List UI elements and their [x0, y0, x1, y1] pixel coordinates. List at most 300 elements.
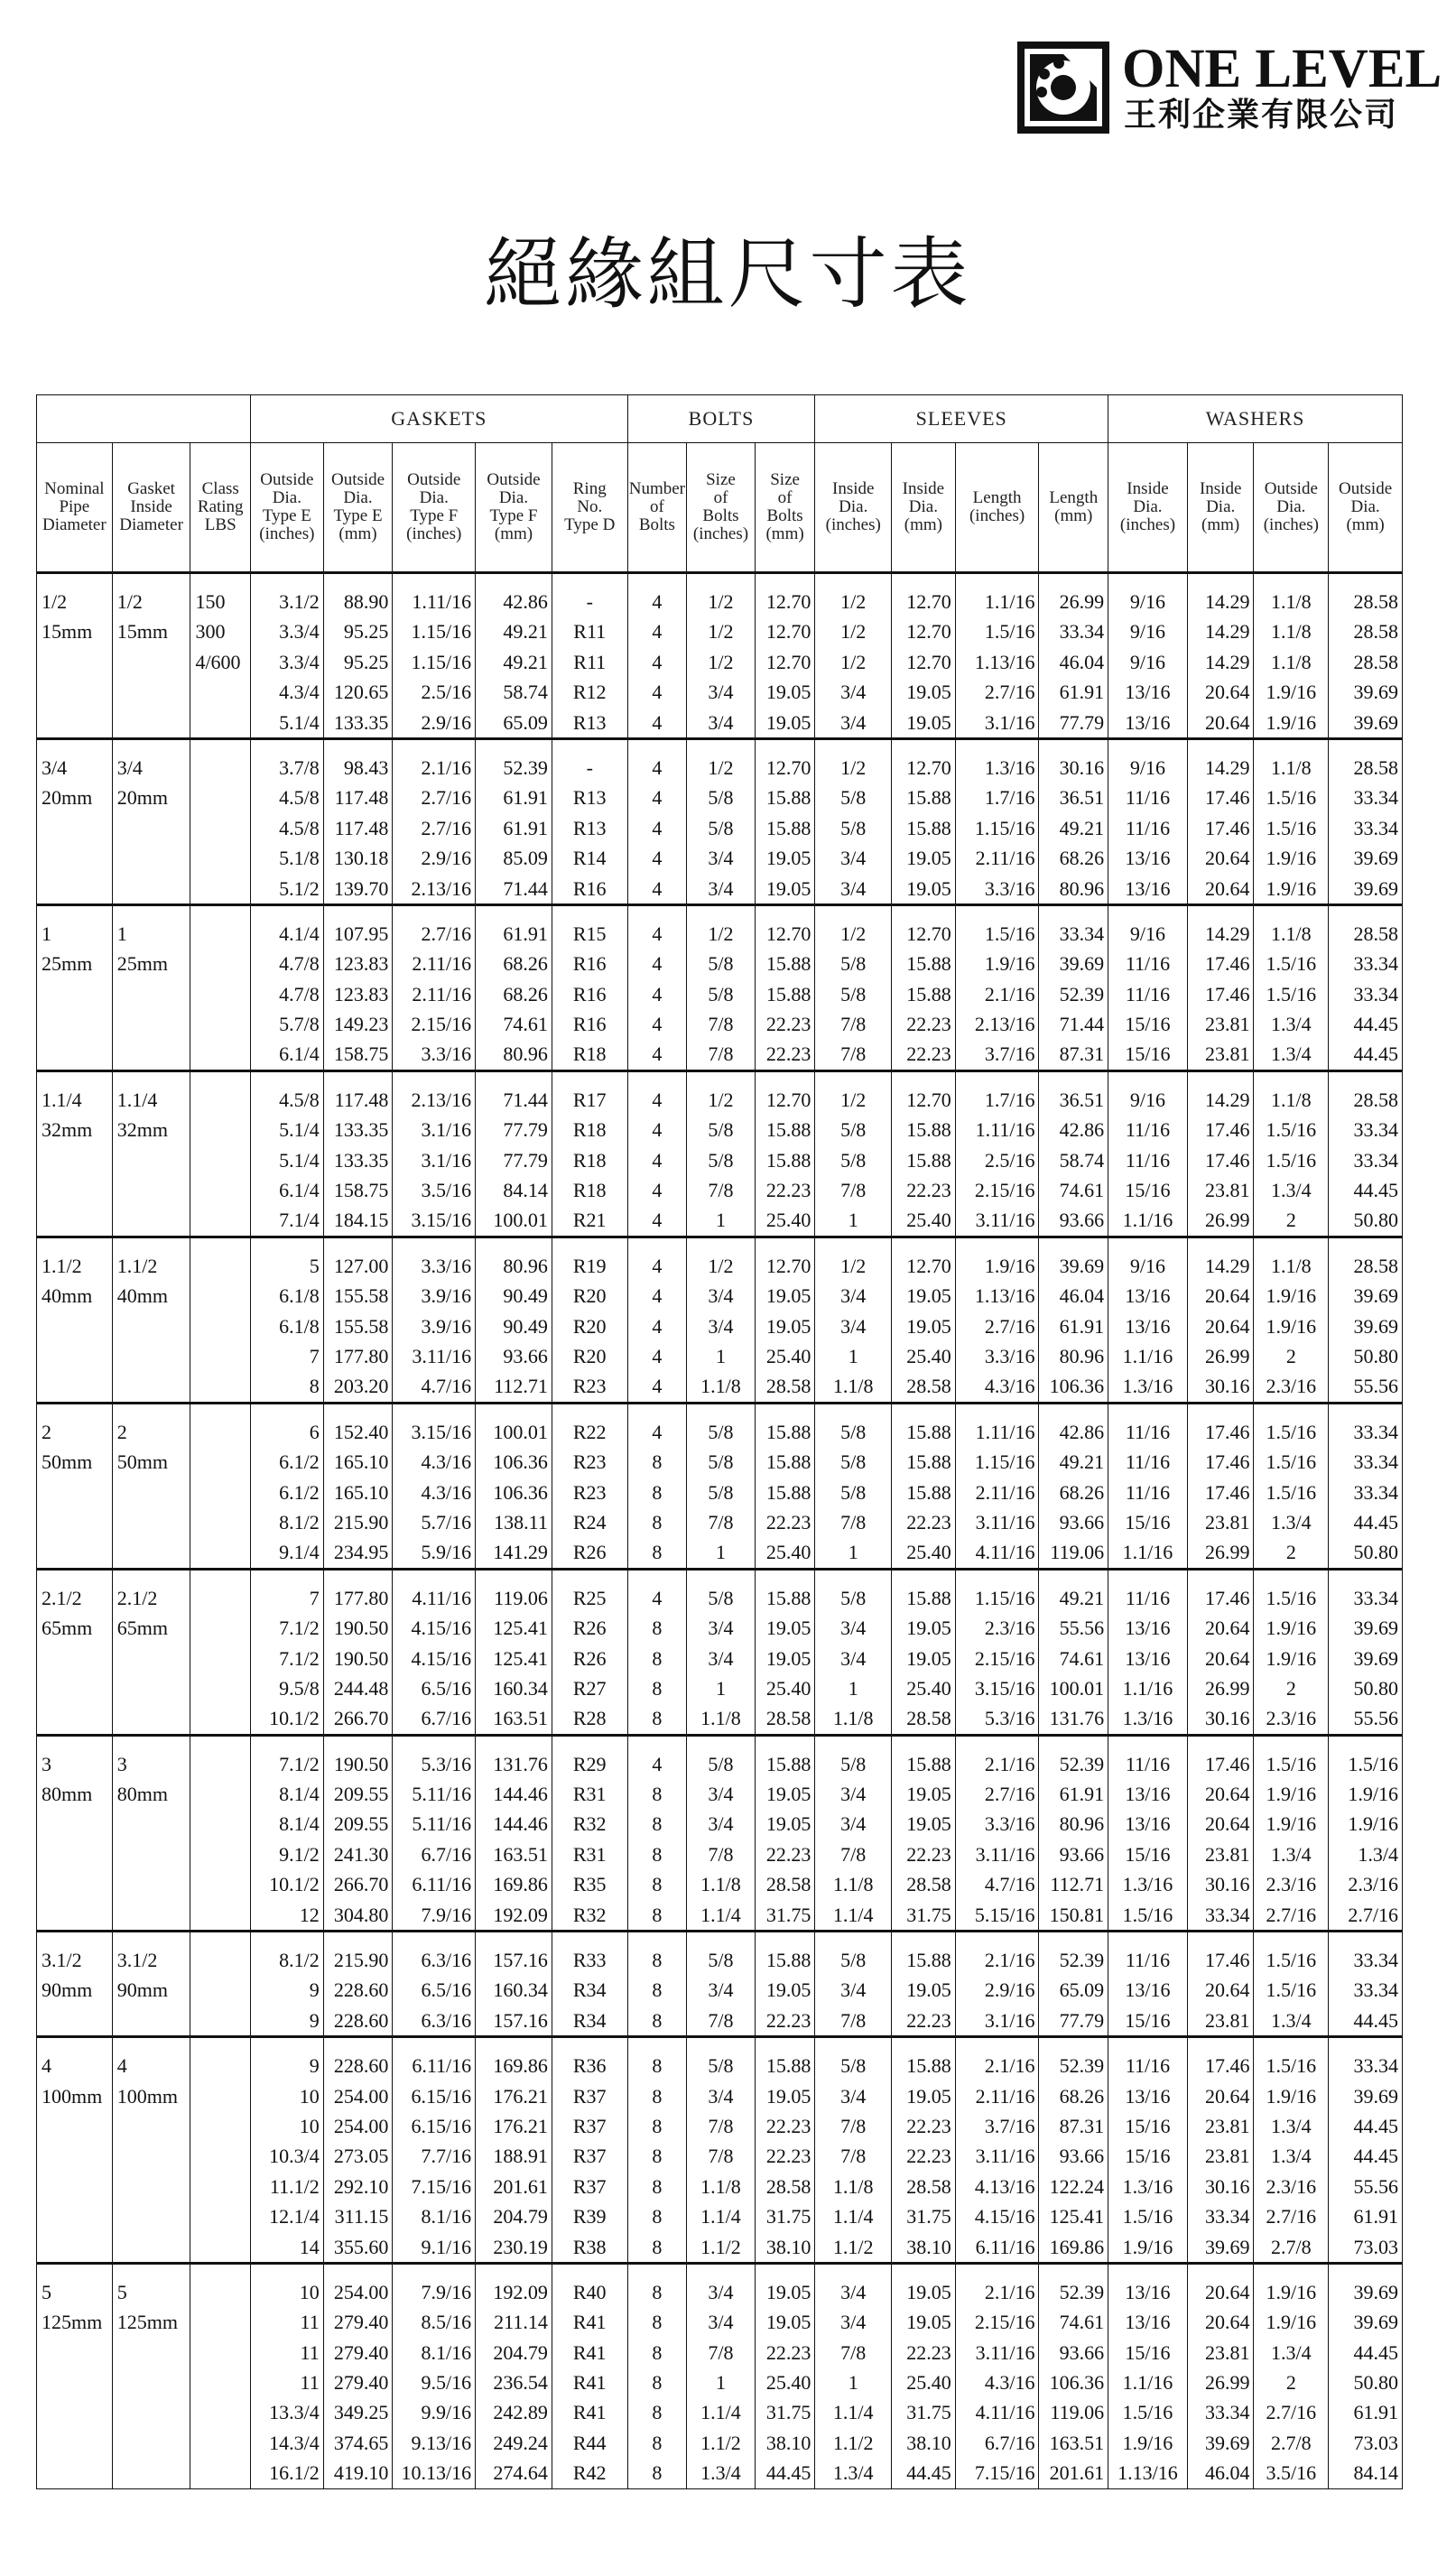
- cell-value: R18: [572, 1148, 607, 1172]
- cell-value: 20.64: [1204, 1314, 1250, 1338]
- cell-value: 8: [652, 1873, 663, 1896]
- cell-value: 1/2: [708, 620, 734, 644]
- cell-value: 49.21: [503, 620, 548, 644]
- cell-value: 9.9/16: [421, 2401, 472, 2424]
- data-column-cell: [1329, 2037, 1403, 2264]
- cell-value: R31: [572, 1842, 607, 1866]
- data-column-cell: [393, 1735, 476, 1931]
- cell-value: 25.40: [765, 1344, 811, 1367]
- data-column-cell: [1329, 904, 1403, 1070]
- cell-value: 39.69: [1353, 2311, 1398, 2334]
- cell-value: 93.66: [1059, 1842, 1105, 1866]
- cell-value: 50mm: [42, 1450, 93, 1474]
- cell-value: 61.91: [1353, 2401, 1398, 2424]
- data-column-cell: [687, 1569, 756, 1735]
- cell-value: 1.13/16: [974, 650, 1035, 673]
- cell-value: 19.05: [906, 2280, 951, 2303]
- cell-value: 4: [652, 755, 663, 779]
- cell-value: 112.71: [494, 1375, 548, 1398]
- cell-value: 61.91: [1059, 1783, 1105, 1806]
- cell-value: 1.1/16: [984, 590, 1035, 613]
- cell-value: 10.13/16: [401, 2461, 472, 2485]
- cell-value: 155.58: [333, 1284, 389, 1308]
- cell-value: 209.55: [333, 1783, 389, 1806]
- cell-value: 26.99: [1204, 1541, 1250, 1564]
- cell-value: 3.5/16: [1266, 2461, 1317, 2485]
- cell-value: 1.9/16: [1266, 2311, 1317, 2334]
- column-header-text: Size: [770, 470, 800, 489]
- data-column-cell: [955, 1403, 1039, 1569]
- column-header: [1187, 443, 1254, 573]
- cell-value: 2.11/16: [975, 847, 1035, 870]
- cell-value: 15.88: [906, 1450, 951, 1474]
- cell-value: 19.05: [765, 1646, 811, 1670]
- cell-value: 254.00: [333, 2114, 389, 2137]
- cell-value: 93.66: [1059, 2145, 1105, 2168]
- cell-value: 4: [652, 786, 663, 810]
- cell-value: 17.46: [1204, 1752, 1250, 1775]
- data-column-cell: [755, 573, 815, 739]
- column-header-text: Type E: [262, 506, 311, 525]
- group-header-bolts: BOLTS: [627, 395, 815, 443]
- cell-value: 4.3/16: [421, 1450, 472, 1474]
- cell-value: 1.5/16: [1266, 816, 1317, 839]
- table-row-group: [37, 1735, 1403, 1931]
- data-column-cell: [1254, 1735, 1329, 1931]
- cell-value: 3/4: [708, 876, 734, 900]
- cell-value: 3.11/16: [975, 1842, 1035, 1866]
- data-column-cell: [892, 1237, 956, 1403]
- cell-value: 42.86: [1059, 1118, 1105, 1142]
- cell-value: 9/16: [1129, 620, 1166, 644]
- data-column-cell: [323, 1070, 393, 1237]
- cell-value: 32mm: [116, 1118, 168, 1142]
- cell-value: 15.88: [906, 1118, 951, 1142]
- data-column-cell: [1254, 1932, 1329, 2037]
- cell-value: 19.05: [906, 710, 951, 734]
- cell-value: 119.06: [1050, 2401, 1105, 2424]
- cell-value: 1.1/8: [700, 2174, 741, 2198]
- cell-value: 2.7/8: [1271, 2431, 1312, 2454]
- cell-value: 15.88: [765, 1420, 811, 1443]
- data-column-cell: [892, 904, 956, 1070]
- gasket-inside-diameter-cell: [112, 1569, 190, 1735]
- cell-value: 39.69: [1353, 710, 1398, 734]
- cell-value: 52.39: [503, 755, 548, 779]
- gasket-inside-diameter-cell: [112, 1403, 190, 1569]
- data-column-cell: [476, 1735, 552, 1931]
- cell-value: R37: [572, 2145, 607, 2168]
- column-header-text: Dia.: [839, 497, 868, 516]
- cell-value: 8: [652, 2340, 663, 2364]
- data-column-cell: [627, 2263, 687, 2488]
- cell-value: 12.70: [906, 1254, 951, 1277]
- cell-value: 22.23: [906, 1510, 951, 1534]
- cell-value: 8: [652, 1646, 663, 1670]
- cell-value: 1.3/16: [1122, 1707, 1173, 1730]
- data-column-cell: [1254, 1070, 1329, 1237]
- cell-value: 20mm: [42, 786, 93, 810]
- cell-value: 15.88: [765, 1752, 811, 1775]
- cell-value: 1.9/16: [1266, 681, 1317, 704]
- cell-value: 7/8: [840, 1179, 867, 1202]
- cell-value: 273.05: [333, 2145, 389, 2168]
- cell-value: 61.91: [1059, 681, 1105, 704]
- data-column-cell: [1039, 1070, 1108, 1237]
- cell-value: R26: [572, 1617, 607, 1640]
- data-column-cell: [687, 573, 756, 739]
- cell-value: 5: [116, 2280, 127, 2303]
- cell-value: 31.75: [765, 2401, 811, 2424]
- company-name-zh: 王利企業有限公司: [1124, 97, 1399, 134]
- cell-value: 1.1/4: [700, 2205, 741, 2229]
- cell-value: 14.29: [1204, 1088, 1250, 1111]
- cell-value: 28.58: [1353, 755, 1398, 779]
- cell-value: 39.69: [1353, 1314, 1398, 1338]
- cell-value: 7/8: [840, 2114, 867, 2137]
- cell-value: 1/2: [116, 590, 143, 613]
- cell-value: 100.01: [493, 1209, 548, 1232]
- cell-value: 22.23: [906, 1842, 951, 1866]
- cell-value: 20.64: [1204, 1978, 1250, 2002]
- cell-value: R19: [572, 1254, 607, 1277]
- column-header-text: Diameter: [119, 515, 183, 534]
- cell-value: 2.7/16: [984, 1314, 1035, 1338]
- cell-value: 28.58: [1353, 1254, 1398, 1277]
- cell-value: 4.7/16: [421, 1375, 472, 1398]
- cell-value: 22.23: [906, 2114, 951, 2137]
- cell-value: 215.90: [333, 1949, 389, 1972]
- cell-value: 2: [42, 1420, 51, 1443]
- cell-value: 236.54: [493, 2371, 548, 2395]
- cell-value: 73.03: [1353, 2431, 1398, 2454]
- class-rating-cell: [190, 1237, 251, 1403]
- cell-value: 39.69: [1204, 2431, 1250, 2454]
- data-column-cell: [1108, 1237, 1188, 1403]
- data-column-cell: [1039, 738, 1108, 904]
- cell-value: 26.99: [1059, 590, 1105, 613]
- nominal-pipe-diameter-cell: [37, 1237, 113, 1403]
- cell-value: 1/2: [42, 590, 68, 613]
- cell-value: 20.64: [1204, 681, 1250, 704]
- data-column-cell: [755, 738, 815, 904]
- cell-value: 6.1/8: [279, 1284, 320, 1308]
- cell-value: 15.88: [906, 2054, 951, 2078]
- cell-value: 7.1/2: [279, 1617, 320, 1640]
- column-header-text: Outside: [330, 470, 385, 489]
- cell-value: 14.29: [1204, 650, 1250, 673]
- cell-value: 15/16: [1125, 2114, 1171, 2137]
- cell-value: 13/16: [1125, 2084, 1171, 2108]
- cell-value: 3/4: [708, 1617, 734, 1640]
- column-header-text: Nominal: [44, 479, 105, 498]
- cell-value: 1.9/16: [1266, 2084, 1317, 2108]
- cell-value: 3/4: [708, 1284, 734, 1308]
- column-header-text: (inches): [1119, 515, 1176, 534]
- cell-value: 112.71: [1050, 1873, 1105, 1896]
- column-header: [251, 443, 324, 573]
- cell-value: 1/2: [708, 1254, 734, 1277]
- cell-value: 14.3/4: [269, 2431, 320, 2454]
- cell-value: 2.11/16: [412, 952, 472, 976]
- cell-value: 7/8: [708, 2114, 734, 2137]
- cell-value: 1.5/16: [1266, 1752, 1317, 1775]
- column-header: [687, 443, 756, 573]
- column-header-text: Inside: [1127, 479, 1169, 498]
- cell-value: 7.1/2: [279, 1646, 320, 1670]
- cell-value: 80mm: [116, 1783, 168, 1806]
- cell-value: 242.89: [493, 2401, 548, 2424]
- cell-value: 19.05: [906, 1783, 951, 1806]
- cell-value: 100.01: [493, 1420, 548, 1443]
- cell-value: 15.88: [765, 982, 811, 1005]
- column-header-text: Outside: [487, 470, 541, 489]
- cell-value: 52.39: [1059, 2054, 1105, 2078]
- cell-value: 100.01: [1049, 1676, 1105, 1700]
- cell-value: 3/4: [840, 681, 867, 704]
- cell-value: 3/4: [840, 1783, 867, 1806]
- cell-value: 55.56: [1059, 1617, 1105, 1640]
- cell-value: 4.3/16: [984, 1375, 1035, 1398]
- column-header-text: Ring: [572, 479, 607, 498]
- cell-value: 9/16: [1129, 755, 1166, 779]
- cell-value: 1.1/8: [832, 1707, 874, 1730]
- cell-value: 211.14: [494, 2311, 548, 2334]
- cell-value: 77.79: [1059, 2008, 1105, 2032]
- cell-value: 3: [116, 1752, 127, 1775]
- cell-value: 4: [652, 1148, 663, 1172]
- cell-value: 11.1/2: [269, 2174, 320, 2198]
- cell-value: 3.1/16: [421, 1148, 472, 1172]
- cell-value: 22.23: [765, 1179, 811, 1202]
- cell-value: 15.88: [906, 1148, 951, 1172]
- column-header-text: Outside: [407, 470, 461, 489]
- cell-value: 9/16: [1129, 922, 1166, 945]
- cell-value: 130.18: [333, 847, 389, 870]
- cell-value: 17.46: [1204, 1420, 1250, 1443]
- cell-value: R42: [572, 2461, 607, 2485]
- cell-value: 160.34: [493, 1676, 548, 1700]
- cell-value: 50.80: [1353, 1676, 1398, 1700]
- column-header: [955, 443, 1039, 573]
- cell-value: 6.7/16: [421, 1842, 472, 1866]
- data-column-cell: [627, 573, 687, 739]
- cell-value: 74.61: [1059, 1646, 1105, 1670]
- nominal-pipe-diameter-cell: [37, 1403, 113, 1569]
- cell-value: 19.05: [765, 681, 811, 704]
- cell-value: 33.34: [1353, 1978, 1398, 2002]
- cell-value: 61.91: [1353, 2205, 1398, 2229]
- cell-value: 23.81: [1204, 1042, 1250, 1066]
- cell-value: 12.70: [906, 1088, 951, 1111]
- cell-value: 5.11/16: [412, 1812, 472, 1836]
- cell-value: 3/4: [840, 2280, 867, 2303]
- data-column-cell: [323, 1403, 393, 1569]
- cell-value: 279.40: [333, 2340, 389, 2364]
- cell-value: 228.60: [333, 1978, 389, 2002]
- class-rating-cell: [190, 1403, 251, 1569]
- cell-value: 9.1/16: [421, 2235, 472, 2258]
- cell-value: 19.05: [765, 1284, 811, 1308]
- data-column-cell: [251, 1403, 324, 1569]
- cell-value: 23.81: [1204, 1842, 1250, 1866]
- data-column-cell: [687, 904, 756, 1070]
- cell-value: 133.35: [333, 1118, 389, 1142]
- cell-value: 13/16: [1125, 847, 1171, 870]
- cell-value: 1: [715, 1209, 726, 1232]
- data-column-cell: [552, 1932, 627, 2037]
- cell-value: 15/16: [1125, 1013, 1171, 1036]
- cell-value: 30.16: [1204, 1707, 1250, 1730]
- cell-value: 20.64: [1204, 847, 1250, 870]
- cell-value: 1.1/8: [700, 1707, 741, 1730]
- cell-value: 2: [1285, 1344, 1296, 1367]
- cell-value: 12.70: [765, 1254, 811, 1277]
- data-column-cell: [815, 1569, 892, 1735]
- column-header-text: (mm): [1346, 515, 1385, 534]
- cell-value: R29: [572, 1752, 607, 1775]
- cell-value: R41: [572, 2371, 607, 2395]
- cell-value: 190.50: [333, 1617, 389, 1640]
- cell-value: 3.3/4: [279, 650, 320, 673]
- cell-value: 190.50: [333, 1646, 389, 1670]
- column-header: [1329, 443, 1403, 573]
- cell-value: 11/16: [1125, 1949, 1171, 1972]
- cell-value: 6: [309, 1420, 320, 1443]
- cell-value: 33.34: [1353, 952, 1398, 976]
- data-column-cell: [1039, 1735, 1108, 1931]
- column-header-text: Dia.: [1133, 497, 1163, 516]
- column-header-text: Outside: [1339, 479, 1393, 498]
- data-column-cell: [393, 1403, 476, 1569]
- cell-value: 11/16: [1125, 1480, 1171, 1504]
- cell-value: 15.88: [906, 1752, 951, 1775]
- cell-value: 13/16: [1125, 1812, 1171, 1836]
- data-column-cell: [251, 1237, 324, 1403]
- cell-value: 8: [652, 2280, 663, 2303]
- cell-value: 2.3/16: [1266, 1375, 1317, 1398]
- group-header-washers: WASHERS: [1108, 395, 1403, 443]
- cell-value: 4: [652, 620, 663, 644]
- cell-value: 4.11/16: [975, 1541, 1035, 1564]
- cell-value: 12.70: [906, 590, 951, 613]
- cell-value: 11/16: [1125, 1420, 1171, 1443]
- cell-value: R40: [572, 2280, 607, 2303]
- column-header-text: No.: [577, 497, 603, 516]
- cell-value: 8: [652, 2431, 663, 2454]
- cell-value: 9/16: [1129, 590, 1166, 613]
- cell-value: 266.70: [333, 1873, 389, 1896]
- cell-value: 1.1/8: [1271, 755, 1312, 779]
- cell-value: 119.06: [1050, 1541, 1105, 1564]
- data-column-cell: [892, 1932, 956, 2037]
- cell-value: 1.1/8: [1271, 620, 1312, 644]
- cell-value: 80mm: [42, 1783, 93, 1806]
- cell-value: 228.60: [333, 2054, 389, 2078]
- cell-value: 1.1/8: [1271, 922, 1312, 945]
- cell-value: 3.15/16: [974, 1676, 1035, 1700]
- cell-value: 13/16: [1125, 876, 1171, 900]
- cell-value: 3/4: [840, 1617, 867, 1640]
- data-column-cell: [1187, 2263, 1254, 2488]
- cell-value: 25.40: [765, 1209, 811, 1232]
- cell-value: 65.09: [503, 710, 548, 734]
- cell-value: 1.3/4: [1271, 1013, 1312, 1036]
- cell-value: 1.1/8: [1271, 590, 1312, 613]
- cell-value: 7/8: [708, 1510, 734, 1534]
- cell-value: 2.7/16: [1266, 2205, 1317, 2229]
- data-column-cell: [323, 573, 393, 739]
- cell-value: 12.70: [765, 590, 811, 613]
- cell-value: 1.5/16: [1266, 1480, 1317, 1504]
- cell-value: R16: [572, 1013, 607, 1036]
- cell-value: 55.56: [1353, 1375, 1398, 1398]
- cell-value: 2.9/16: [421, 847, 472, 870]
- data-column-cell: [627, 1403, 687, 1569]
- cell-value: 87.31: [1059, 2114, 1105, 2137]
- cell-value: 139.70: [333, 876, 389, 900]
- cell-value: 1.1/4: [700, 2401, 741, 2424]
- cell-value: 1.7/16: [984, 786, 1035, 810]
- cell-value: R27: [572, 1676, 607, 1700]
- cell-value: 22.23: [765, 1842, 811, 1866]
- data-column-cell: [323, 1932, 393, 2037]
- cell-value: 1.3/4: [832, 2461, 874, 2485]
- cell-value: 58.74: [503, 681, 548, 704]
- cell-value: 177.80: [333, 1344, 389, 1367]
- cell-value: 52.39: [1059, 982, 1105, 1005]
- cell-value: 7/8: [708, 1013, 734, 1036]
- cell-value: 8.1/4: [279, 1783, 320, 1806]
- cell-value: 28.58: [765, 1873, 811, 1896]
- cell-value: 28.58: [906, 1375, 951, 1398]
- cell-value: 20.64: [1204, 876, 1250, 900]
- cell-value: 71.44: [503, 1088, 548, 1111]
- cell-value: 3.9/16: [421, 1284, 472, 1308]
- cell-value: 1.5/16: [1266, 786, 1317, 810]
- cell-value: 228.60: [333, 2008, 389, 2032]
- cell-value: 4: [652, 1344, 663, 1367]
- cell-value: 3/4: [708, 681, 734, 704]
- table-row-group: [37, 1070, 1403, 1237]
- cell-value: 46.04: [1204, 2461, 1250, 2485]
- data-column-cell: [955, 1932, 1039, 2037]
- data-column-cell: [1187, 1237, 1254, 1403]
- data-column-cell: [552, 1735, 627, 1931]
- cell-value: 1.3/4: [1271, 2008, 1312, 2032]
- cell-value: 144.46: [493, 1783, 548, 1806]
- cell-value: 5/8: [840, 1148, 867, 1172]
- cell-value: 38.10: [906, 2431, 951, 2454]
- cell-value: 9.1/4: [279, 1541, 320, 1564]
- cell-value: 1.1/8: [832, 1375, 874, 1398]
- data-column-cell: [755, 904, 815, 1070]
- cell-value: 15.88: [765, 1148, 811, 1172]
- cell-value: R44: [572, 2431, 607, 2454]
- cell-value: 19.05: [765, 2280, 811, 2303]
- cell-value: 68.26: [1059, 847, 1105, 870]
- data-column-cell: [1187, 904, 1254, 1070]
- cell-value: R16: [572, 982, 607, 1005]
- cell-value: R20: [572, 1344, 607, 1367]
- cell-value: 1.5/16: [1266, 2054, 1317, 2078]
- cell-value: 31.75: [906, 2401, 951, 2424]
- cell-value: 3/4: [708, 2280, 734, 2303]
- column-header-text: Inside: [130, 497, 172, 516]
- cell-value: 13/16: [1125, 1617, 1171, 1640]
- column-header-text: (mm): [1054, 506, 1093, 525]
- column-header-text: Inside: [902, 479, 945, 498]
